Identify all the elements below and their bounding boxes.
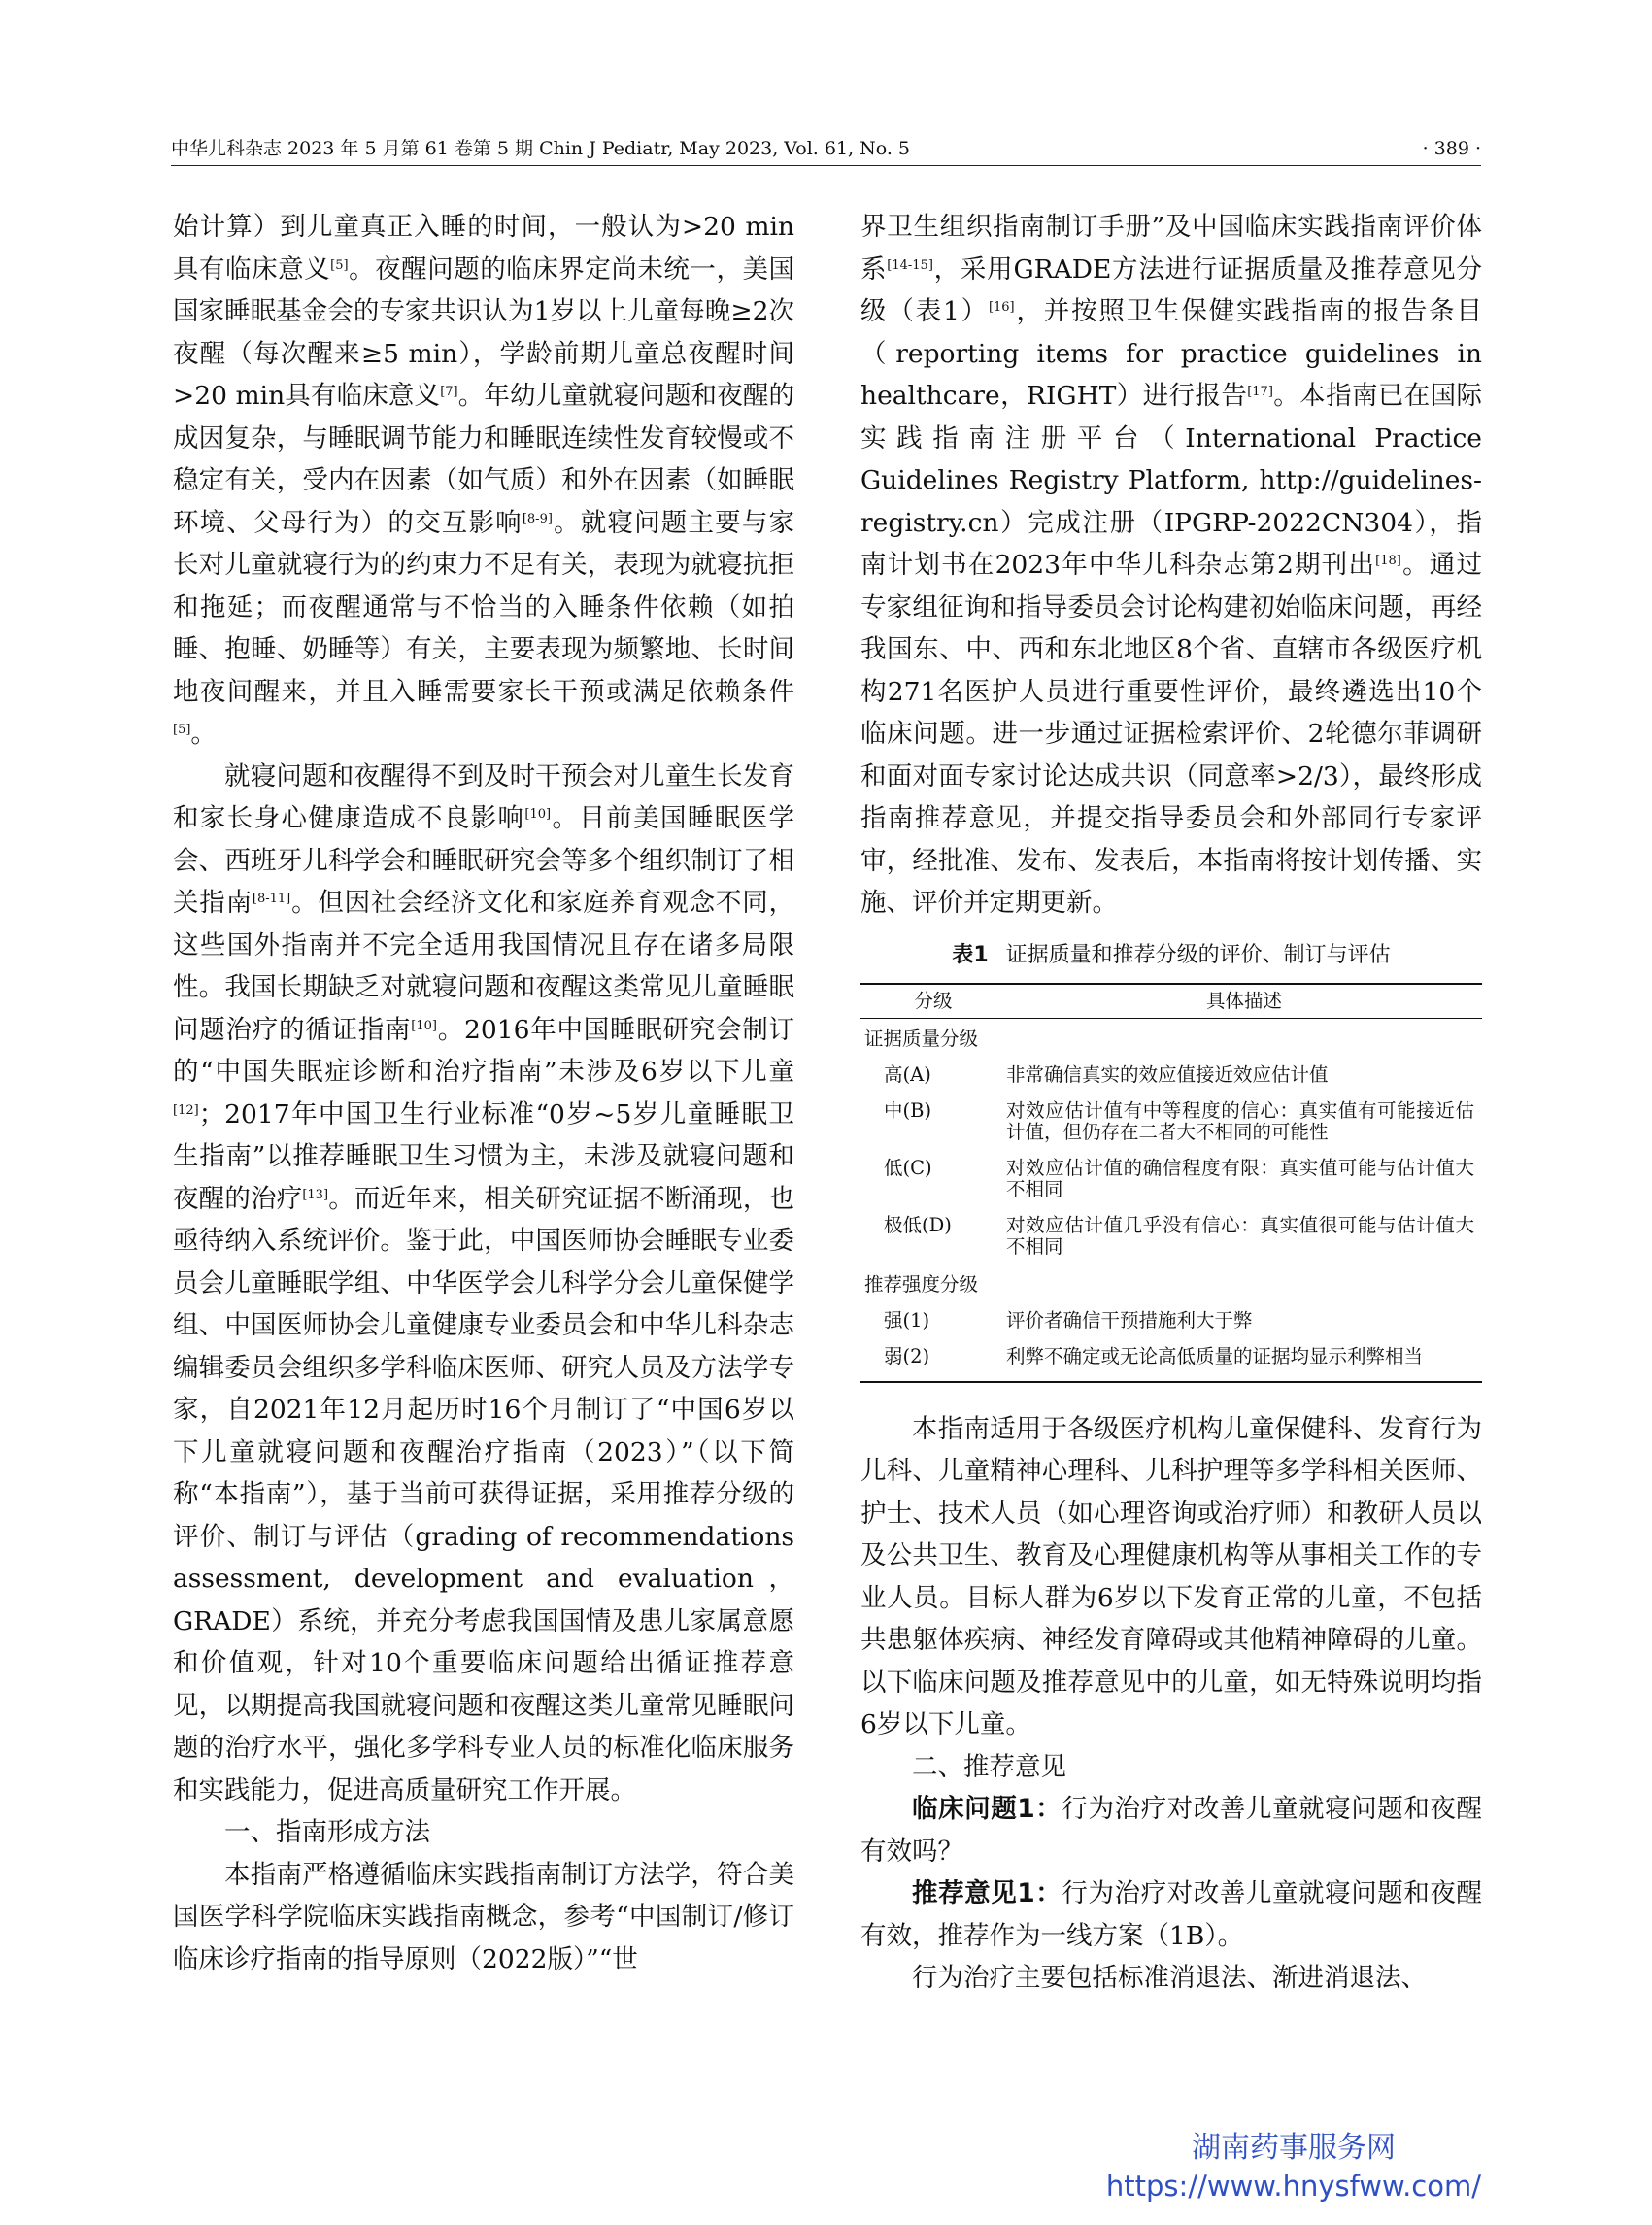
table-cell-description: 对效应估计值的确信程度有限：真实值可能与估计值大不相同 — [1006, 1156, 1474, 1200]
text-run: 。本指南已在国际实践指南注册平台（International Practice Guidelines Registry Platform, http://guidelines-registry.cn）完成注册（IPGRP-2022CN304），指南计划书在2023年中华儿科杂志第2期刊出 — [860, 381, 1483, 580]
text-run: 始计算）到儿童真正入睡的时间，一般认为>20 min具有临床意义 — [173, 212, 794, 285]
grade-table-block — [860, 938, 1482, 1383]
text-run: ；2017年中国卫生行业标准“0岁~5岁儿童睡眠卫生指南”以推荐睡眠卫生习惯为主，未涉及就寝问题和夜醒的治疗 — [173, 1098, 794, 1214]
citation-ref: [16] — [988, 300, 1015, 315]
text-run: 。通过专家组征询和指导委员会讨论构建初始临床问题，再经我国东、中、西和东北地区8个省、直辖市各级医疗机构271名医护人员进行重要性评价，最终遴选出10个临床问题。进一步通过证据检索评价、2轮德尔菲调研和面对面专家讨论达成共识（同意率>2/3），最终形成指南推荐意见，并提交指导委员会和外部同行专家评审，经批准、发布、发表后，本指南将按计划传播、实施、评价并定期更新。 — [860, 550, 1483, 918]
running-header — [171, 132, 1481, 166]
text-run: 。目前美国睡眠医学会、西班牙儿科学会和睡眠研究会等多个组织制订了相关指南 — [173, 803, 795, 918]
page-number: · 389 · — [1422, 138, 1481, 159]
citation-ref: [8-9] — [522, 511, 553, 526]
table-row — [860, 1093, 1482, 1150]
citation-ref: [10] — [411, 1018, 437, 1033]
table-row — [860, 1207, 1482, 1264]
citation-ref: [13] — [302, 1187, 329, 1202]
table-cell-grade: 极低(D) — [884, 1213, 952, 1236]
citation-ref: [5] — [330, 257, 349, 273]
paragraph-methods: 本指南严格遵循临床实践指南制订方法学，符合美国医学科学院临床实践指南概念，参考“中国制订/修订临床诊疗指南的指导原则（2022版）”“世 — [173, 1859, 794, 1974]
table-caption — [860, 938, 1482, 973]
table-cell-grade: 强(1) — [884, 1308, 930, 1332]
table-header-description: 具体描述 — [1006, 984, 1482, 1019]
recommendation-label: 推荐意见1： — [912, 1878, 1062, 1908]
citation-ref: [18] — [1375, 554, 1401, 568]
recommendation-text: 行为治疗对改善儿童就寝问题和夜醒有效，推荐作为一线方案（1B）。 — [860, 1878, 1482, 1951]
citation-ref: [7] — [440, 385, 458, 399]
table-cell-description: 非常确信真实的效应值接近效应估计值 — [1006, 1062, 1329, 1086]
paragraph-scope: 本指南适用于各级医疗机构儿童保健科、发育行为儿科、儿童精神心理科、儿科护理等多学科相关医师、护士、技术人员（如心理咨询或治疗师）和教研人员以及公共卫生、教育及心理健康机构等从事相关工作的专业人员。目标人群为6岁以下发育正常的儿童，不包括共患躯体疾病、神经发育障碍或其他精神障碍的儿童。以下临床问题及推荐意见中的儿童，如无特殊说明均指6岁以下儿童。 — [860, 1413, 1482, 1739]
text-run: 。 — [190, 719, 217, 749]
watermark-url: https://www.hnysfww.com/ — [1105, 2170, 1481, 2203]
right-column — [860, 206, 1482, 2000]
text-run: 。2016年中国睡眠研究会制订的“中国失眠症诊断和治疗指南”未涉及6岁以下儿童 — [173, 1014, 794, 1087]
citation-ref: [10] — [524, 807, 552, 822]
table-row — [860, 1302, 1482, 1338]
section-heading-recommendations: 二、推荐意见 — [912, 1751, 1066, 1782]
table-row — [860, 1338, 1482, 1382]
text-run: 就寝问题和夜醒得不到及时干预会对儿童生长发育和家长身心健康造成不良影响 — [173, 760, 794, 833]
paragraph-background — [173, 756, 794, 1812]
paragraph-behavioral-therapy: 行为治疗主要包括标准消退法、渐进消退法、 — [912, 1963, 1427, 1993]
table-cell-description: 对效应估计值几乎没有信心：真实值很可能与估计值大不相同 — [1006, 1213, 1474, 1258]
table-number: 表1 — [952, 942, 989, 967]
text-run: ，采用GRADE方法进行证据质量及推荐意见分级（表1） — [860, 253, 1482, 326]
table-group-evidence: 证据质量分级 — [864, 1027, 979, 1050]
table-row — [860, 1150, 1482, 1207]
table-group-recommendation: 推荐强度分级 — [864, 1272, 979, 1296]
table-row — [860, 1057, 1482, 1093]
text-run: 。夜醒问题的临床界定尚未统一，美国国家睡眠基金会的专家共识认为1岁以上儿童每晚≥2次夜醒（每次醒来≥5 min），学龄前期儿童总夜醒时间>20 min具有临床意义 — [173, 253, 795, 411]
section-heading-methods: 一、指南形成方法 — [224, 1817, 430, 1847]
left-column — [173, 206, 794, 1980]
table-cell-grade: 弱(2) — [860, 1338, 1006, 1382]
grade-table — [860, 983, 1482, 1383]
table-title: 证据质量和推荐分级的评价、制订与评估 — [1005, 942, 1391, 967]
paragraph-sleep-definition — [173, 206, 794, 756]
text-run: 。但因社会经济文化和家庭养育观念不同，这些国外指南并不完全适用我国情况且存在诸多局限性。我国长期缺乏对就寝问题和夜醒这类常见儿童睡眠问题治疗的循证指南 — [173, 888, 795, 1045]
table-cell-description: 评价者确信干预措施利大于弊 — [1006, 1308, 1253, 1332]
table-cell-grade: 中(B) — [884, 1098, 932, 1122]
recommendation-1 — [860, 1872, 1482, 1957]
clinical-question-text: 行为治疗对改善儿童就寝问题和夜醒有效吗？ — [860, 1794, 1482, 1867]
clinical-question-1 — [860, 1788, 1482, 1872]
watermark — [1106, 2129, 1481, 2205]
watermark-site-name: 湖南药事服务网 — [1191, 2131, 1396, 2165]
clinical-question-label: 临床问题1： — [912, 1794, 1062, 1824]
table-cell-description: 利弊不确定或无论高低质量的证据均显示利弊相当 — [1006, 1338, 1482, 1382]
table-cell-description: 对效应估计值有中等程度的信心：真实值有可能接近估计值，但仍存在二者大不相同的可能性 — [1006, 1098, 1474, 1143]
citation-ref: [17] — [1247, 385, 1273, 399]
text-run: 界卫生组织指南制订手册”及中国临床实践指南评价体系 — [860, 212, 1482, 285]
text-run: ，并按照卫生保健实践指南的报告条目（reporting items for practice guidelines in healthcare，RIGHT）进行报告 — [860, 296, 1482, 411]
citation-ref: [14-15] — [887, 257, 933, 273]
table-header-grade: 分级 — [860, 984, 1006, 1019]
text-run: 。年幼儿童就寝问题和夜醒的成因复杂，与睡眠调节能力和睡眠连续性发育较慢或不稳定有关，受内在因素（如气质）和外在因素（如睡眠环境、父母行为）的交互影响 — [173, 381, 794, 538]
table-cell-grade: 高(A) — [884, 1062, 931, 1086]
text-run: 。就寝问题主要与家长对儿童就寝行为的约束力不足有关，表现为就寝抗拒和拖延；而夜醒通常与不恰当的入睡条件依赖（如拍睡、抱睡、奶睡等）有关，主要表现为频繁地、长时间地夜间醒来，并且入睡需要家长干预或满足依赖条件 — [173, 507, 795, 707]
text-run: 。而近年来，相关研究证据不断涌现，也亟待纳入系统评价。鉴于此，中国医师协会睡眠专业委员会儿童睡眠学组、中华医学会儿科学分会儿童保健学组、中国医师协会儿童健康专业委员会和中华儿科杂志编辑委员会组织多学科临床医师、研究人员及方法学专家，自2021年12月起历时16个月制订了“中国6岁以下儿童就寝问题和夜醒治疗指南（2023）”（以下简称“本指南”），基于当前可获得证据，采用推荐分级的评价、制订与评估（grading of recommendations assessment, development and evaluation，GRADE）系统，并充分考虑我国国情及患儿家属意愿和价值观，针对10个重要临床问题给出循证推荐意见，以期提高我国就寝问题和夜醒这类儿童常见睡眠问题的治疗水平，强化多学科专业人员的标准化临床服务和实践能力，促进高质量研究工作开展。 — [173, 1183, 795, 1805]
citation-ref: [12] — [173, 1102, 199, 1118]
paragraph-methods-continued — [860, 206, 1482, 925]
table-cell-grade: 低(C) — [884, 1156, 932, 1179]
citation-ref: [8-11] — [252, 892, 291, 906]
citation-ref: [5] — [173, 723, 191, 737]
journal-citation: 中华儿科杂志 2023 年 5 月第 61 卷第 5 期 Chin J Pediatr, May 2023, Vol. 61, No. 5 — [171, 138, 911, 159]
